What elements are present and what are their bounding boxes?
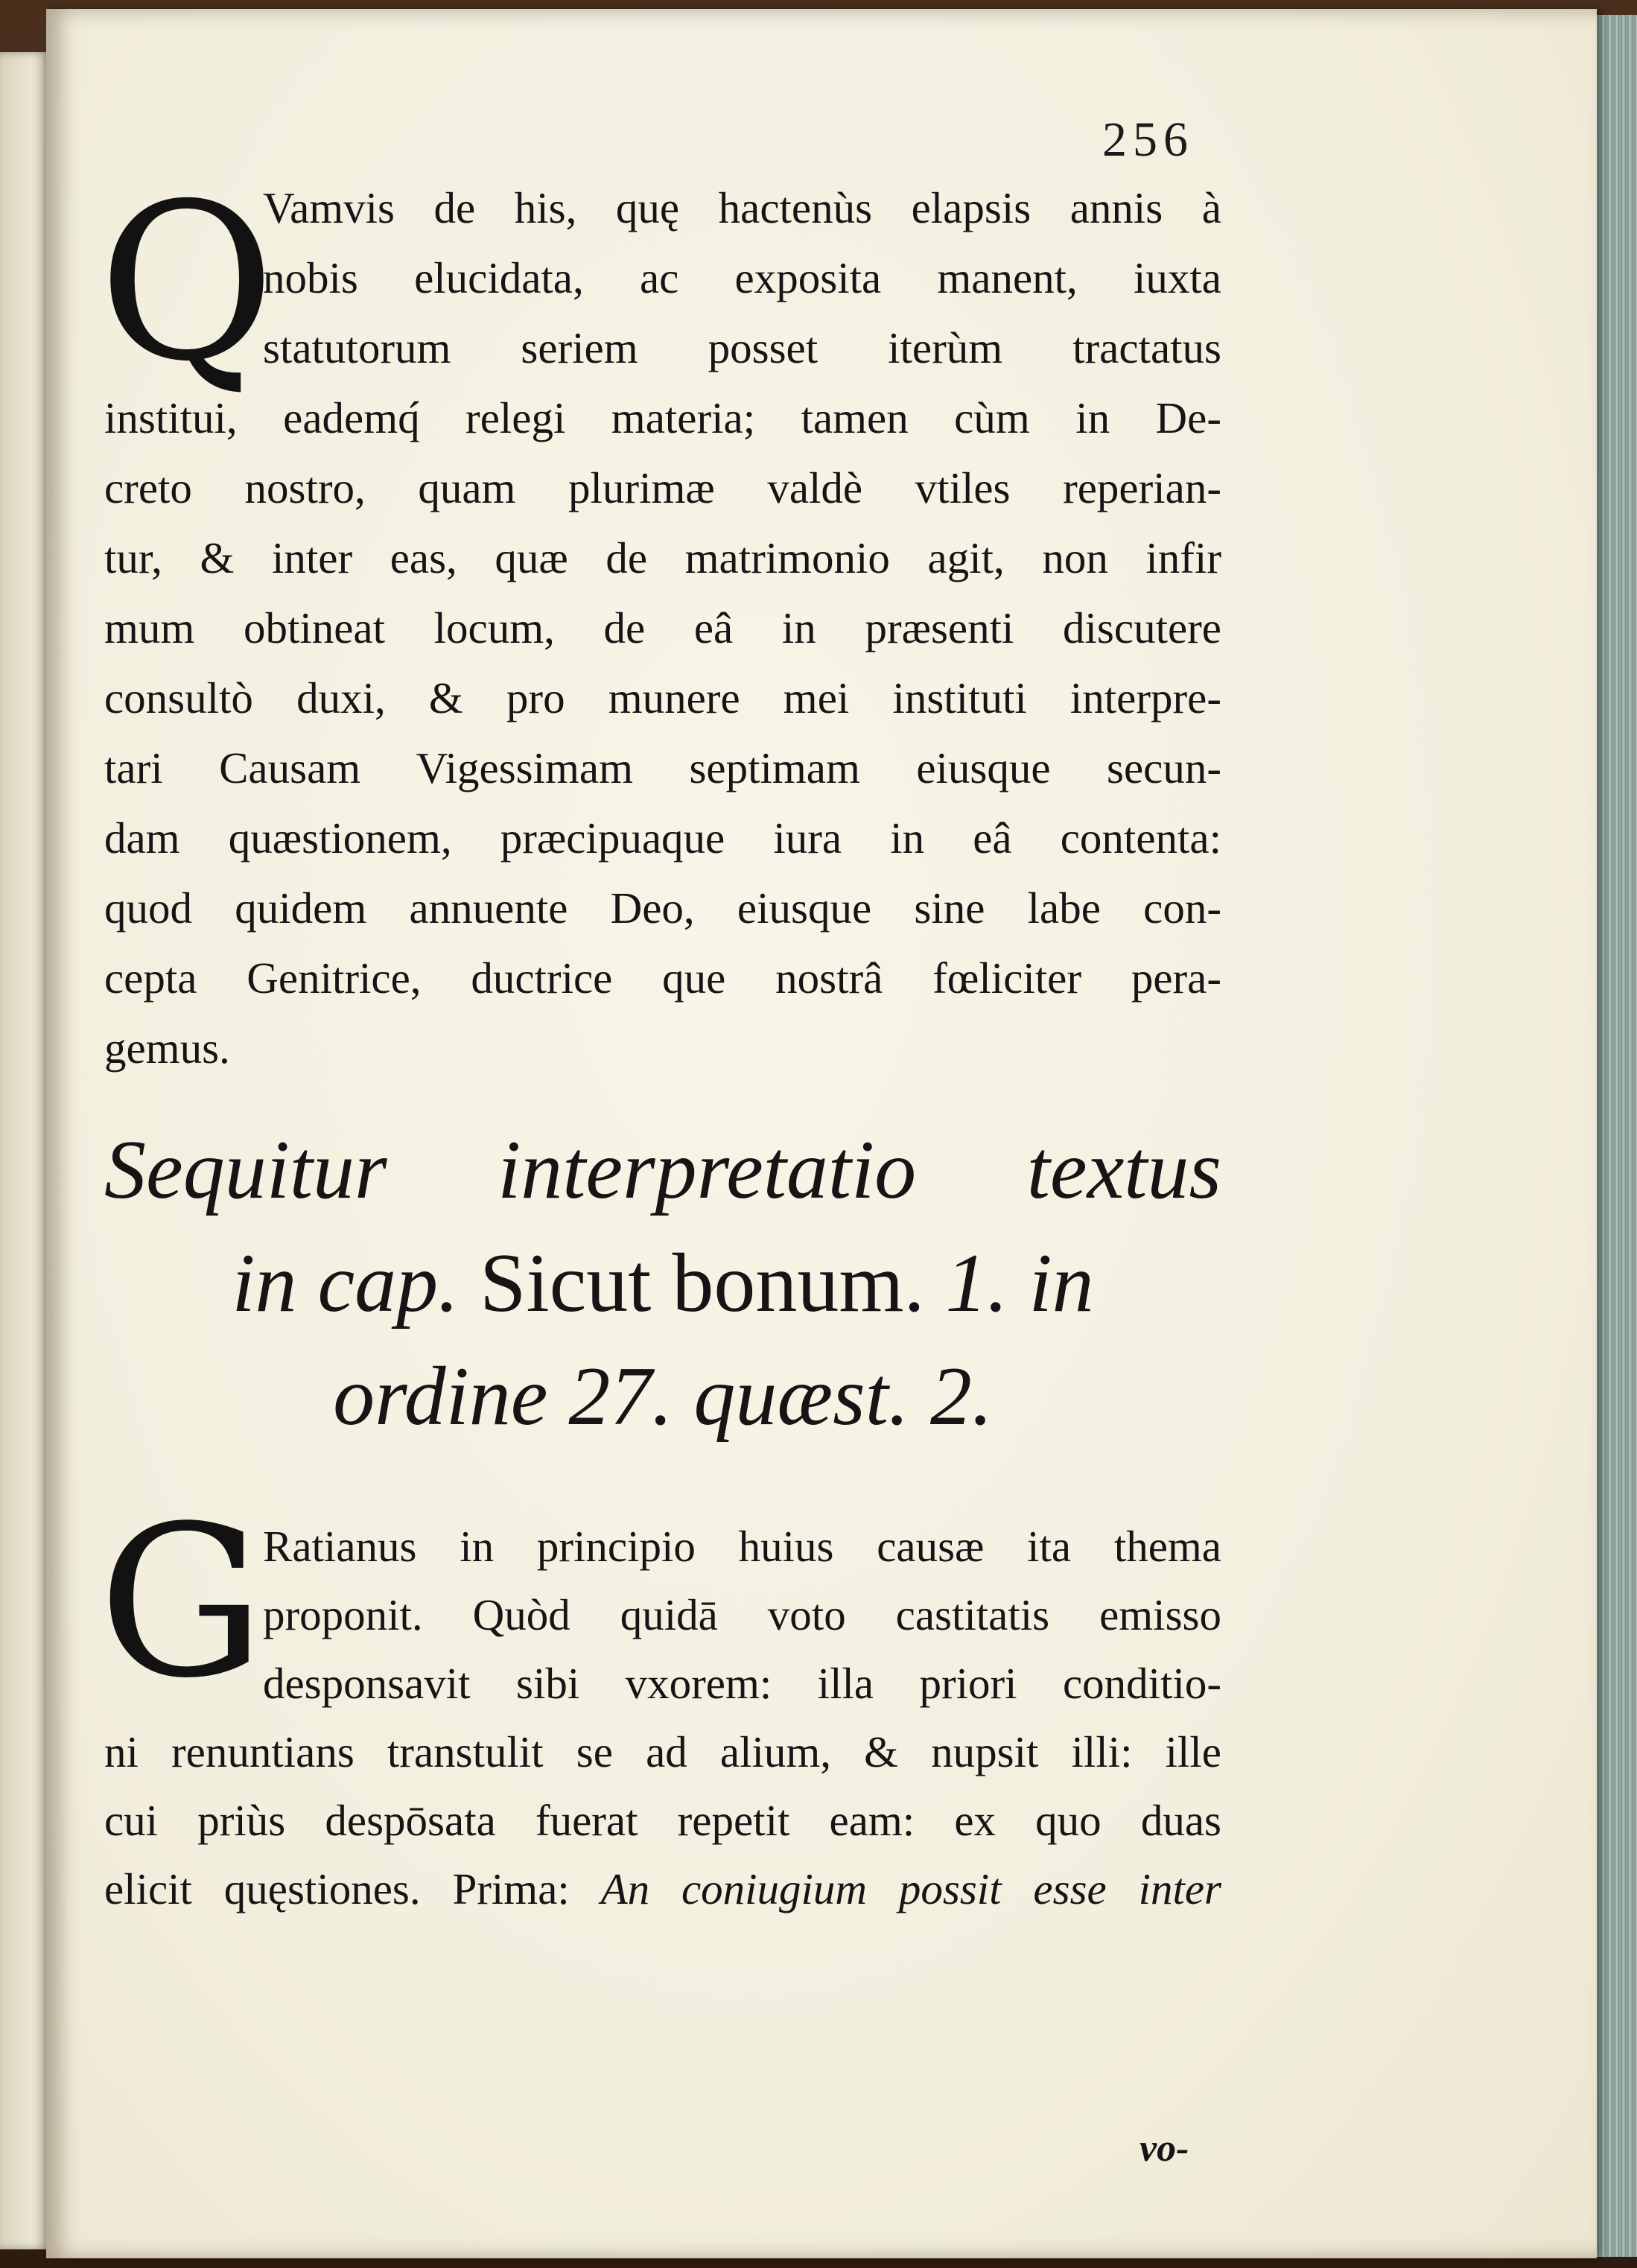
text-line: tur, & inter eas, quæ de matrimonio agit, non infir <box>104 533 1221 582</box>
text-line: cepta Genitrice, ductrice que nostrâ fœliciter pera- <box>104 953 1221 1003</box>
text-line-italic: An coniugium possit esse inter <box>569 1864 1221 1913</box>
drop-cap-q: Q <box>98 158 276 409</box>
text-line: proponit. Quòd quidā voto castitatis emisso <box>263 1590 1221 1639</box>
heading-line-3: ordine 27. quæst. 2. <box>333 1350 993 1443</box>
facing-page-edge <box>0 52 51 2249</box>
section-heading <box>104 1114 1221 1453</box>
text-line: mum obtineat locum, de eâ in præsenti discutere <box>104 603 1221 652</box>
text-line: desponsavit sibi vxorem: illa priori conditio- <box>263 1659 1221 1708</box>
text-line: quod quidem annuente Deo, eiusque sine labe con- <box>104 883 1221 933</box>
heading-line-2-italic-b: 1. in <box>924 1237 1094 1330</box>
text-line: nobis elucidata, ac exposita manent, iuxta <box>263 253 1221 302</box>
text-line: Ratianus in principio huius causæ ita thema <box>263 1522 1221 1571</box>
heading-line-2 <box>104 1227 1221 1340</box>
text-line: statutorum seriem posset iterùm tractatus <box>263 323 1221 372</box>
text-line: consultò duxi, & pro munere mei instituti interpre- <box>104 673 1221 722</box>
heading-line-2-italic-a: in cap. <box>232 1237 460 1330</box>
text-line: tari Causam Vigessimam septimam eiusque secun- <box>104 743 1221 792</box>
page-block-edge <box>1592 15 1637 2257</box>
text-line-roman: elicit quęstiones. Prima: <box>104 1864 570 1913</box>
text-line: cui priùs despōsata fuerat repetit eam: ex quo duas <box>104 1796 1221 1845</box>
text-line: gemus. <box>104 1023 230 1073</box>
paragraph-1 <box>104 173 1221 1083</box>
heading-line-2-roman: Sicut bonum. <box>459 1237 925 1330</box>
text-line: creto nostro, quam plurimæ valdè vtiles reperian- <box>104 463 1221 512</box>
text-line: institui, eademq́ relegi materia; tamen cùm in De- <box>104 393 1221 442</box>
text-line: dam quæstionem, præcipuaque iura in eâ contenta: <box>104 813 1221 863</box>
catchword: vo- <box>1139 2127 1189 2170</box>
heading-line-1: Sequitur interpretatio textus <box>104 1124 1221 1216</box>
drop-cap-g: G <box>98 1481 265 1724</box>
page-number: 256 <box>1102 112 1194 167</box>
text-line: Vamvis de his, quę hactenùs elapsis annis à <box>263 183 1221 232</box>
text-line <box>104 1855 1221 1923</box>
text-line: ni renuntians transtulit se ad alium, & nupsit illi: ille <box>104 1727 1221 1776</box>
paragraph-2 <box>104 1512 1221 1923</box>
